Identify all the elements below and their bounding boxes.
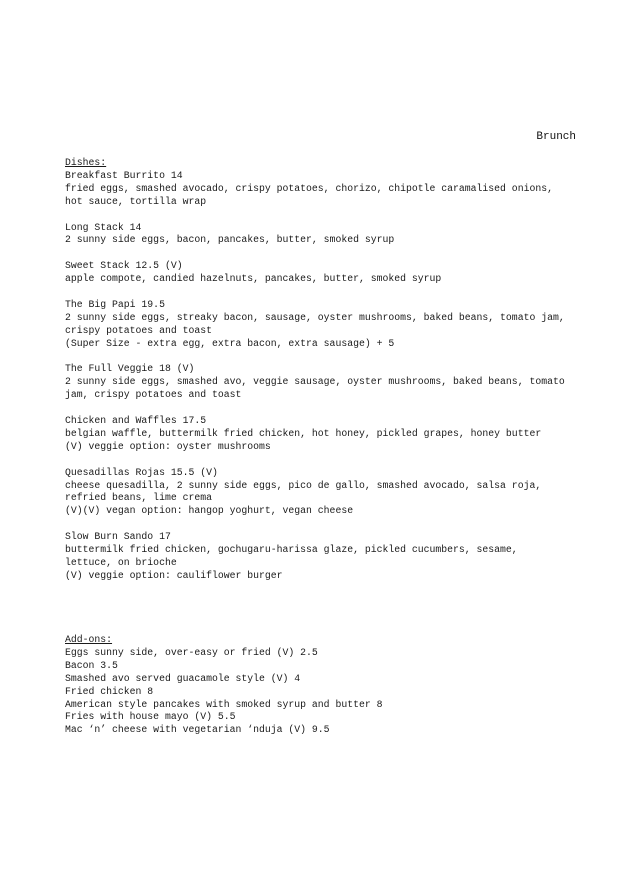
- addon-item: Fries with house mayo (V) 5.5: [65, 711, 236, 723]
- dish-upgrade-note: (Super Size - extra egg, extra bacon, extra sausage) + 5: [65, 337, 395, 349]
- dish-description: fried eggs, smashed avocado, crispy potatoes, chorizo, chipotle caramalised onions,: [65, 182, 553, 194]
- dish-item: [65, 531, 605, 583]
- dish-description: lettuce, on brioche: [65, 556, 177, 568]
- dish-veggie-option: (V) veggie option: oyster mushrooms: [65, 440, 271, 452]
- dish-item: [65, 363, 605, 402]
- dish-item: [65, 260, 605, 286]
- dish-name: Slow Burn Sando 17: [65, 531, 171, 543]
- dish-vegan-option: (V)(V) vegan option: hangop yoghurt, vegan cheese: [65, 505, 354, 517]
- dishes-heading: Dishes:: [65, 157, 107, 168]
- dish-item: [65, 299, 605, 351]
- dish-name: Sweet Stack 12.5 (V): [65, 260, 183, 272]
- dish-name: Long Stack 14: [65, 221, 142, 233]
- addon-item: Mac ‘n’ cheese with vegetarian ‘nduja (V) 9.5: [65, 724, 330, 736]
- addon-item: American style pancakes with smoked syrup and butter 8: [65, 698, 383, 710]
- addons-section: [65, 634, 605, 737]
- dish-description: 2 sunny side eggs, streaky bacon, sausage, oyster mushrooms, baked beans, tomato jam,: [65, 311, 565, 323]
- dish-name: Chicken and Waffles 17.5: [65, 415, 207, 427]
- dish-description: belgian waffle, buttermilk fried chicken, hot honey, pickled grapes, honey butter: [65, 427, 542, 439]
- dish-item: [65, 467, 605, 519]
- addon-item: Bacon 3.5: [65, 659, 118, 671]
- dish-name: The Big Papi 19.5: [65, 298, 165, 310]
- addon-item: Eggs sunny side, over-easy or fried (V) 2.5: [65, 646, 318, 658]
- dishes-section: [65, 157, 605, 596]
- dish-description: refried beans, lime crema: [65, 492, 212, 504]
- dish-name: Breakfast Burrito 14: [65, 169, 183, 181]
- dish-item: [65, 222, 605, 248]
- page-title: Brunch: [536, 131, 576, 143]
- dish-name: The Full Veggie 18 (V): [65, 363, 195, 375]
- dish-description: cheese quesadilla, 2 sunny side eggs, pico de gallo, smashed avocado, salsa roja,: [65, 479, 542, 491]
- addon-item: Smashed avo served guacamole style (V) 4: [65, 672, 301, 684]
- dish-name: Quesadillas Rojas 15.5 (V): [65, 466, 218, 478]
- dish-description: 2 sunny side eggs, bacon, pancakes, butter, smoked syrup: [65, 234, 395, 246]
- dish-item: [65, 170, 605, 209]
- dish-description: buttermilk fried chicken, gochugaru-harissa glaze, pickled cucumbers, sesame,: [65, 544, 518, 556]
- dish-description: 2 sunny side eggs, smashed avo, veggie sausage, oyster mushrooms, baked beans, tomato: [65, 376, 565, 388]
- dish-veggie-option: (V) veggie option: cauliflower burger: [65, 569, 283, 581]
- dish-description: hot sauce, tortilla wrap: [65, 195, 207, 207]
- dish-item: [65, 415, 605, 454]
- addon-item: Fried chicken 8: [65, 685, 154, 697]
- dish-description: jam, crispy potatoes and toast: [65, 389, 242, 401]
- dish-description: apple compote, candied hazelnuts, pancakes, butter, smoked syrup: [65, 273, 442, 285]
- addons-heading: Add-ons:: [65, 634, 113, 645]
- dish-description: crispy potatoes and toast: [65, 324, 212, 336]
